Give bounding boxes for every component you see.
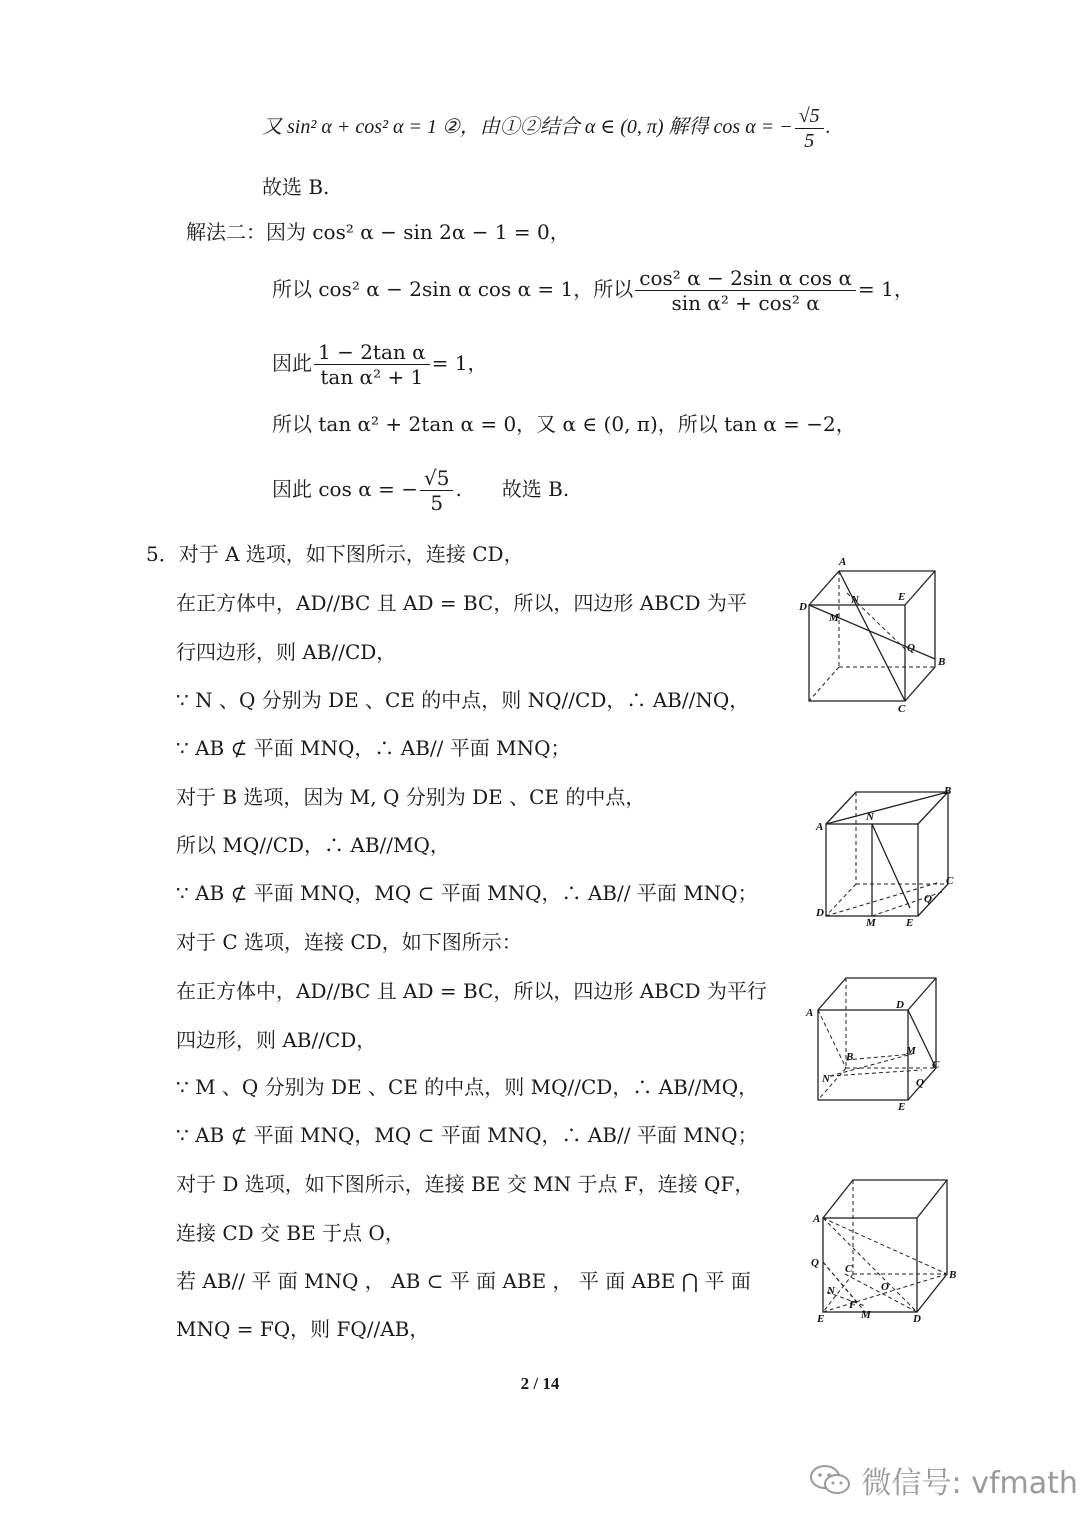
fig4-label-q: Q <box>811 1257 819 1269</box>
problem-5-line-4: ∵ N 、Q 分别为 DE 、CE 的中点，则 NQ//CD，∴ AB//NQ， <box>176 688 750 712</box>
fig1-label-d: D <box>799 601 807 613</box>
fig1-label-e: E <box>898 591 906 603</box>
fig4-label-f: F <box>849 1299 857 1311</box>
fig2-label-m: M <box>866 917 876 929</box>
solution-line-6: 所以 tan α² + 2tan α = 0，又 α ∈ (0, π)，所以 tan α = −2， <box>272 412 856 436</box>
fraction-sqrt5-over-5-b: $\frac{√5}{5}$ <box>420 466 453 515</box>
problem-5-line-10: 在正方体中，AD//BC 且 AD = BC，所以，四边形 ABCD 为平行 <box>176 979 767 1003</box>
fig4-label-b: B <box>949 1269 957 1281</box>
fig4-label-e: E <box>817 1313 825 1325</box>
fig4-label-m: M <box>861 1309 871 1321</box>
problem-5-line-8: ∵ AB ⊄ 平面 MNQ，MQ ⊂ 平面 MNQ，∴ AB// 平面 MNQ； <box>176 881 758 905</box>
problem-5-line-6: 对于 B 选项，因为 M, Q 分别为 DE 、CE 的中点， <box>176 785 646 809</box>
fig2-label-q: Q <box>924 893 932 905</box>
watermark <box>808 1458 1078 1502</box>
problem-5-line-7: 所以 MQ//CD，∴ AB//MQ， <box>176 833 450 857</box>
solution-line-1: 又 sin² α + cos² α = 1 ②，由①②结合 α ∈ (0, π) 解得 cos α = − $\frac{√5}{5}$ . <box>262 105 831 152</box>
page-number: 2 / 14 <box>520 1374 560 1393</box>
problem-5-line-13: ∵ AB ⊄ 平面 MNQ，MQ ⊂ 平面 MNQ，∴ AB// 平面 MNQ； <box>176 1123 758 1147</box>
fig4-label-n: N <box>827 1285 835 1297</box>
solution-line-2: 故选 B. <box>262 175 330 199</box>
fraction-sqrt5-over-5: $\frac{√5}{5}$ <box>795 104 824 153</box>
fig2-label-n: N <box>866 811 874 823</box>
cube-figure-b <box>810 782 960 930</box>
problem-5-line-17: MNQ = FQ，则 FQ//AB， <box>176 1317 430 1341</box>
cube-figure-c <box>802 970 952 1116</box>
fig1-label-q: Q <box>907 642 915 654</box>
fig2-label-d: D <box>816 907 824 919</box>
fig2-label-b: B <box>944 785 952 797</box>
solution-line-5: 因此 $\frac{\text{1 − 2tan α}}{\text{tan α² + 1}}$ = 1， <box>272 340 488 389</box>
fig3-label-q: Q <box>916 1077 924 1089</box>
problem-5-line-12: ∵ M 、Q 分别为 DE 、CE 的中点，则 MQ//CD，∴ AB//MQ， <box>176 1075 759 1099</box>
fig3-label-c: C <box>932 1059 940 1071</box>
fig1-label-n: N <box>851 594 859 606</box>
solution-line-4: 所以 cos² α − 2sin α cos α = 1，所以 $\frac{\text{cos² α − 2sin α cos α}}{\text{sin α² + cos² α}}$ = 1， <box>272 266 914 315</box>
fig3-label-d: D <box>896 999 904 1011</box>
fig1-label-a: A <box>839 556 847 568</box>
watermark-text: 微信号: vfmath <box>861 1466 1078 1501</box>
fraction-trig-identity: $\frac{\text{cos² α − 2sin α cos α}}{\text{sin α² + cos² α}}$ <box>635 266 856 315</box>
fig3-label-e: E <box>898 1101 906 1113</box>
fig4-label-d: D <box>913 1313 921 1325</box>
fig2-label-c: C <box>946 875 954 887</box>
fig3-label-a: A <box>806 1007 814 1019</box>
problem-5-line-15: 连接 CD 交 BE 于点 O， <box>176 1221 405 1245</box>
fig1-label-c: C <box>898 703 906 715</box>
method-two-heading: 解法二：因为 cos² α − sin 2α − 1 = 0， <box>186 220 570 244</box>
problem-5-line-9: 对于 C 选项，连接 CD，如下图所示： <box>176 930 522 954</box>
solution-line-7: 因此 cos α = − $\frac{√5}{5}$ . 故选 B. <box>272 466 570 515</box>
problem-5-line-11: 四边形，则 AB//CD， <box>176 1028 377 1052</box>
fig2-label-e: E <box>906 917 914 929</box>
fig1-label-m: M <box>829 612 839 624</box>
problem-5-line-1: 5．对于 A 选项，如下图所示，连接 CD， <box>146 542 524 566</box>
cube-figure-a <box>795 555 955 715</box>
problem-5-line-5: ∵ AB ⊄ 平面 MNQ，∴ AB// 平面 MNQ； <box>176 736 571 760</box>
fig1-label-b: B <box>938 656 946 668</box>
fig4-label-o: O <box>881 1281 889 1293</box>
problem-5-line-16: 若 AB// 平 面 MNQ ， AB ⊂ 平 面 ABE ， 平 面 ABE ⋂ 平 面 <box>176 1269 751 1293</box>
fig4-label-c: C <box>845 1263 853 1275</box>
fig3-label-n: N <box>822 1073 830 1085</box>
wechat-icon <box>808 1462 862 1497</box>
fig2-label-a: A <box>816 821 824 833</box>
fig3-label-b: B <box>846 1051 854 1063</box>
problem-5-line-2: 在正方体中，AD//BC 且 AD = BC，所以，四边形 ABCD 为平 <box>176 591 747 615</box>
cube-figure-d <box>805 1166 963 1328</box>
fig3-label-m: M <box>906 1045 916 1057</box>
problem-5-line-14: 对于 D 选项，如下图所示，连接 BE 交 MN 于点 F，连接 QF， <box>176 1172 755 1196</box>
problem-5-line-3: 行四边形，则 AB//CD， <box>176 640 397 664</box>
fraction-tan: $\frac{\text{1 − 2tan α}}{\text{tan α² + 1}}$ <box>314 340 430 389</box>
fig4-label-a: A <box>813 1213 821 1225</box>
